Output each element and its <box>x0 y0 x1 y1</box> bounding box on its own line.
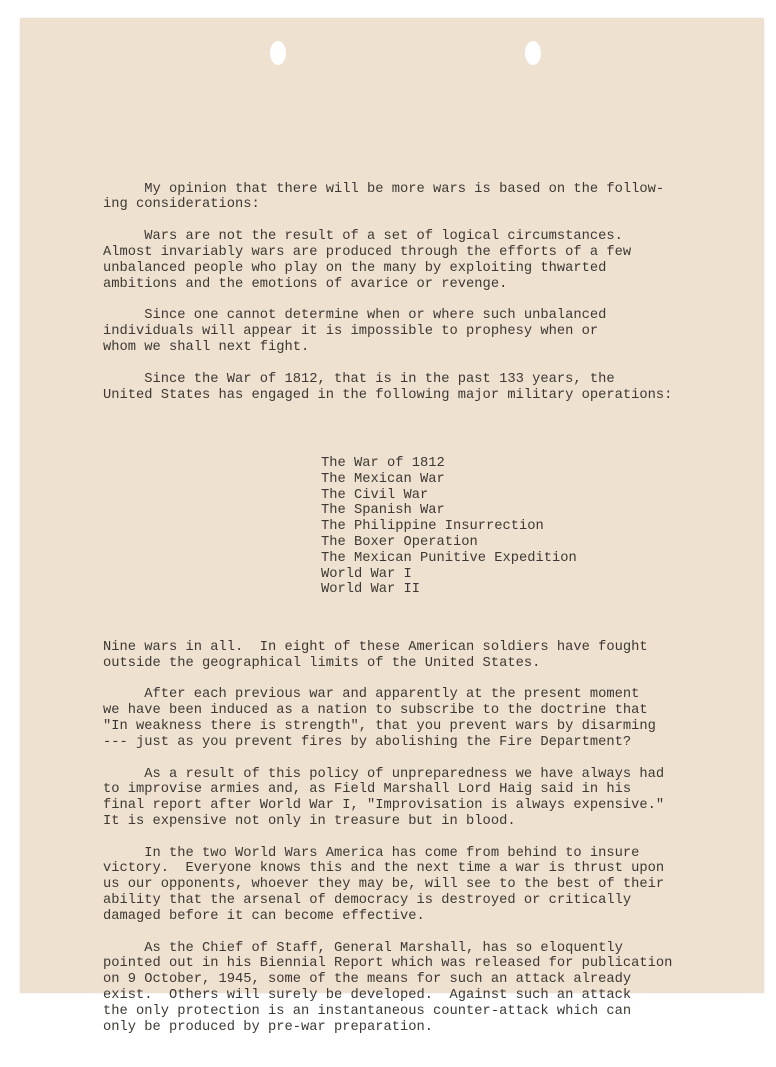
text-line: pointed out in his Biennial Report which was released for publication <box>103 956 673 972</box>
text-line: After each previous war and apparently at the present moment <box>103 687 640 703</box>
text-line: It is expensive not only in treasure but in blood. <box>103 813 516 829</box>
text-line: In the two World Wars America has come from behind to insure <box>103 845 640 861</box>
text-line: Since one cannot determine when or where such unbalanced <box>103 308 607 324</box>
text-line: Since the War of 1812, that is in the past 133 years, the <box>103 371 615 387</box>
text-line: --- just as you prevent fires by abolishing the Fire Department? <box>103 734 632 750</box>
text-line: only be produced by pre-war preparation. <box>103 1019 434 1035</box>
war-list-item: The Philippine Insurrection <box>321 519 544 535</box>
text-line: ing considerations: <box>103 197 260 213</box>
paragraph <box>103 941 753 1036</box>
war-list-item: The War of 1812 <box>321 455 445 471</box>
paragraph <box>103 182 753 214</box>
text-line: Almost invariably wars are produced through the efforts of a few <box>103 244 632 260</box>
war-list-item: World War I <box>321 566 412 582</box>
text-line: us our opponents, whoever they may be, will see to the best of their <box>103 877 665 893</box>
text-line: outside the geographical limits of the United States. <box>103 655 541 671</box>
war-list-item: The Spanish War <box>321 503 445 519</box>
text-line: to improvise armies and, as Field Marshall Lord Haig said in his <box>103 782 632 798</box>
text-line: individuals will appear it is impossible to prophesy when or <box>103 324 599 340</box>
punch-hole <box>525 41 541 65</box>
paragraph <box>103 846 753 925</box>
text-line: ambitions and the emotions of avarice or revenge. <box>103 276 508 292</box>
text-line: United States has engaged in the following major military operations: <box>103 387 673 403</box>
text-line: My opinion that there will be more wars is based on the follow- <box>103 181 665 197</box>
text-line: damaged before it can become effective. <box>103 908 425 924</box>
paragraph <box>103 640 753 672</box>
paragraph <box>103 308 753 355</box>
paragraph <box>103 767 753 830</box>
text-line: Wars are not the result of a set of logical circumstances. <box>103 229 623 245</box>
text-line: exist. Others will surely be developed. Against such an attack <box>103 988 632 1004</box>
text-line: final report after World War I, "Improvisation is always expensive." <box>103 798 665 814</box>
paragraph <box>103 687 753 750</box>
war-list-item: The Civil War <box>321 487 429 503</box>
text-line: ability that the arsenal of democracy is destroyed or critically <box>103 893 632 909</box>
text-line: As a result of this policy of unpreparedness we have always had <box>103 766 665 782</box>
war-list-item: The Mexican Punitive Expedition <box>321 550 577 566</box>
punch-hole <box>270 41 286 65</box>
war-list-item: The Mexican War <box>321 471 445 487</box>
war-list-item: The Boxer Operation <box>321 534 478 550</box>
text-line: "In weakness there is strength", that you prevent wars by disarming <box>103 718 656 734</box>
text-line: whom we shall next fight. <box>103 339 310 355</box>
text-line: As the Chief of Staff, General Marshall, has so eloquently <box>103 940 623 956</box>
war-list-item: World War II <box>321 582 421 598</box>
paragraph <box>103 229 753 292</box>
document-body <box>103 150 753 1067</box>
text-line: the only protection is an instantaneous counter-attack which can <box>103 1003 632 1019</box>
text-line: Nine wars in all. In eight of these American soldiers have fought <box>103 639 648 655</box>
paragraph <box>103 372 753 404</box>
text-line: unbalanced people who play on the many by exploiting thwarted <box>103 260 607 276</box>
text-line: we have been induced as a nation to subscribe to the doctrine that <box>103 703 648 719</box>
text-line: victory. Everyone knows this and the next time a war is thrust upon <box>103 861 665 877</box>
text-line: on 9 October, 1945, some of the means for such an attack already <box>103 972 632 988</box>
wars-list <box>321 456 753 598</box>
